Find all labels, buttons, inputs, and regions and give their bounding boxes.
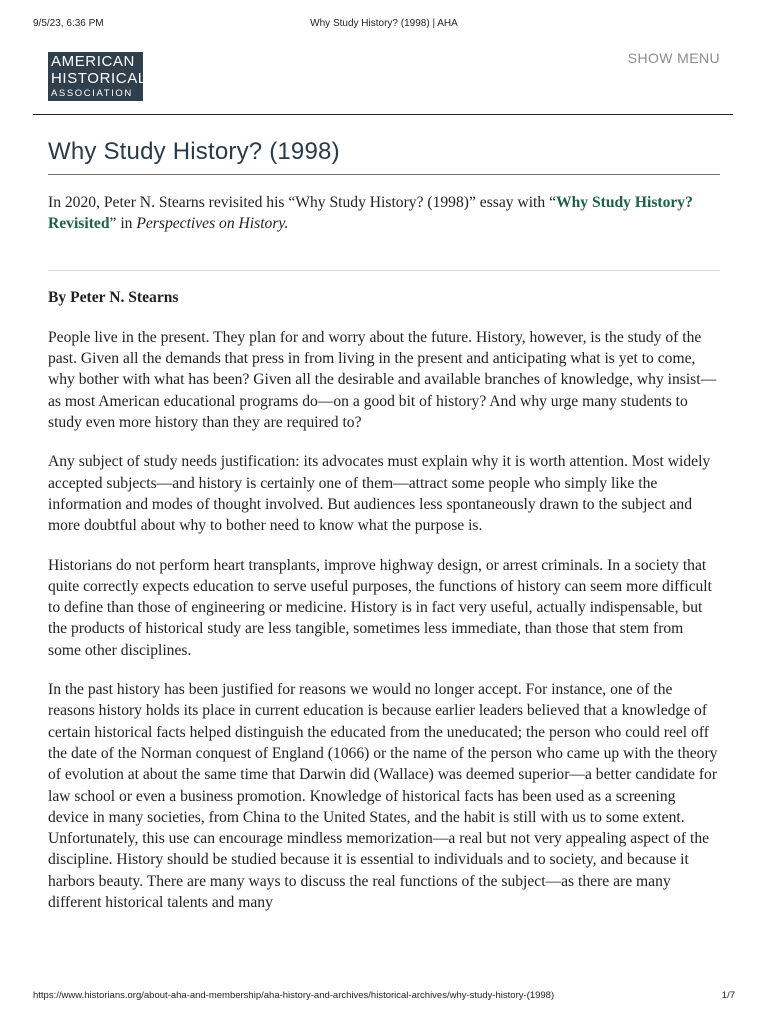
logo-line-historical: HISTORICAL [51, 70, 147, 87]
byline: By Peter N. Stearns [48, 288, 179, 306]
intro-prefix: In 2020, Peter N. Stearns revisited his “Why Study History? (1998)” essay with “ [48, 194, 556, 211]
article-paragraph: Historians do not perform heart transplants, improve highway design, or arrest criminals. In a society that quite correctly expects education to serve useful purposes, the functions of history can seem more difficult to define than those of engineering or medicine. History is in fact very useful, actually indispensable, but the products of historical study are less tangible, sometimes less immediate, than those that stem from some other disciplines. [48, 556, 712, 659]
article-paragraph: Any subject of study needs justification: its advocates must explain why it is worth attention. Most widely accepted subjects—and history is certainly one of them—attract some people who simply like the information and modes of thought involved. But audiences less spontaneously drawn to the subject and more doubtful about why to bother need to know what the purpose is. [48, 453, 711, 535]
print-footer [33, 990, 735, 1004]
article-paragraph: People live in the present. They plan for and worry about the future. History, however, is the study of the past. Given all the demands that press in from living in the present and anticipating what is yet to come, why bother with what has been? Given all the desirable and available branches of knowledge, why insist—as most American educational programs do—on a good bit of history? And why urge many students to study even more history than they are required to? [48, 328, 717, 432]
aha-logo[interactable] [48, 52, 147, 101]
intro-mid: ” in [109, 215, 137, 233]
revisited-link[interactable]: Why Study History? Revisited [48, 194, 693, 233]
print-header [33, 18, 735, 32]
title-divider [48, 174, 720, 175]
content-divider [48, 270, 720, 271]
intro-publication: Perspectives on History. [136, 215, 289, 233]
article-paragraph: In the past history has been justified for reasons we would no longer accept. For instance, one of the reasons history holds its place in current education is because earlier leaders believed that a knowledge of certain historical facts helped distinguish the educated from the uneducated; the person who could reel off the date of the Norman conquest of England (1066) or the name of the person who came up with the theory of evolution at about the same time that Darwin did (Wallace) was deemed superior—a better candidate for law school or even a business promotion. Knowledge of historical facts has been used as a screening device in many societies, from China to the United States, and the habit is still with us to some extent. Unfortunately, this use can encourage mindless memorization—a real but not very appealing aspect of the discipline. History should be studied because it is essential to individuals and to society, and because it harbors beauty. There are many ways to discuss the real functions of the subject—as there are many different historical talents and many [48, 681, 718, 912]
header-divider [33, 114, 733, 115]
print-url: https://www.historians.org/about-aha-and-membership/aha-history-and-archives/historical-archives/why-study-history-(1998) [33, 990, 555, 1001]
article-content [48, 192, 720, 913]
print-page-title: Why Study History? (1998) | AHA [310, 18, 458, 29]
page-title: Why Study History? (1998) [48, 138, 340, 165]
show-menu-button[interactable]: SHOW MENU [627, 50, 720, 66]
print-page-number: 1/7 [721, 990, 735, 1001]
logo-line-american: AMERICAN [51, 53, 135, 70]
print-datetime: 9/5/23, 6:36 PM [33, 18, 104, 29]
logo-line-association: ASSOCIATION [51, 88, 133, 99]
intro-note [48, 192, 720, 235]
